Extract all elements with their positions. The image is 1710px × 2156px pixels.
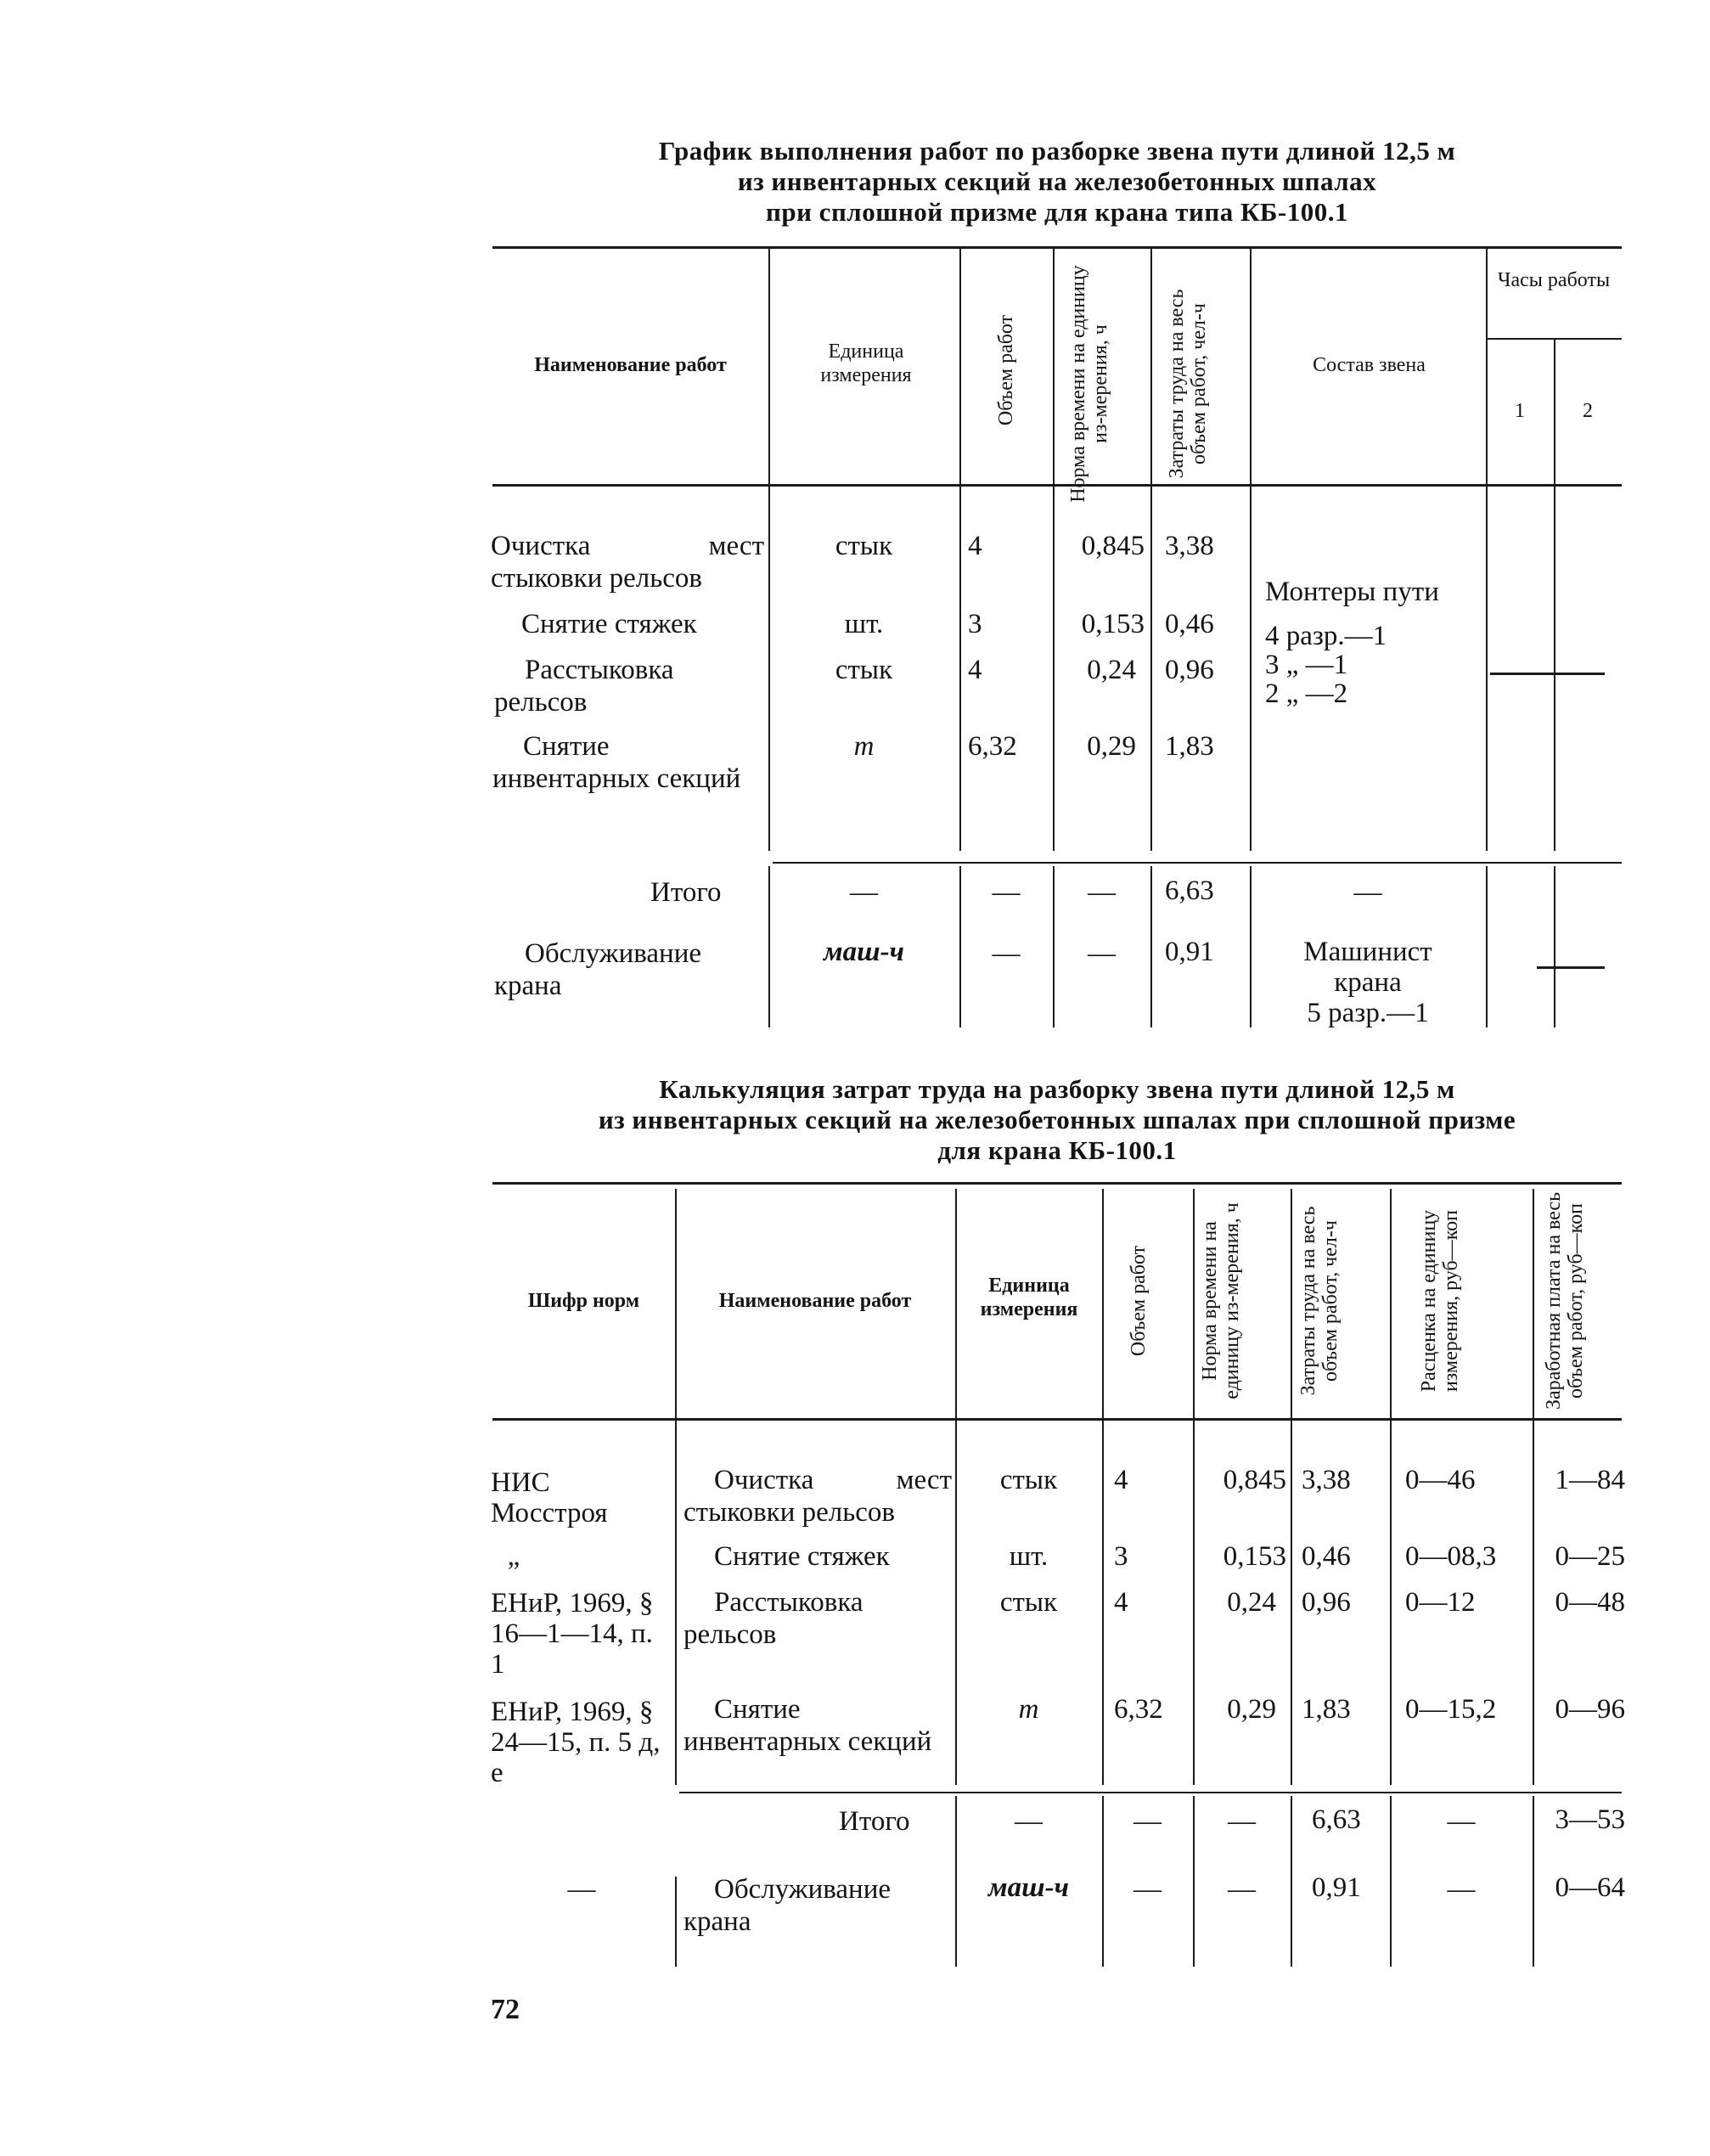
table1-row-labor: 0,96: [1165, 655, 1214, 685]
table2-total-rate: —: [1447, 1806, 1476, 1837]
table2-row-wage: 1—84: [1555, 1465, 1625, 1495]
table1-title-line: из инвентарных секций на железобетонных шпалах: [737, 166, 1377, 196]
table1-header-hours: Часы работы: [1497, 269, 1611, 291]
table1-header-crew: Состав звена: [1313, 354, 1426, 376]
table1-row-norm: 0,845: [1081, 531, 1145, 561]
table1-row-name: Расстыковка рельсов: [494, 655, 674, 718]
table2-crane-norm: —: [1228, 1874, 1256, 1905]
table1-row-name: Снятие стяжек: [521, 609, 697, 639]
table2-row-name: Снятие инвентарных секций: [683, 1694, 932, 1757]
table2-row-labor: 1,83: [1302, 1694, 1351, 1725]
table2-row-wage: 0—48: [1555, 1587, 1625, 1618]
table2-row-volume: 4: [1114, 1465, 1128, 1495]
table1-col-rule: [1486, 866, 1488, 1027]
table1-row-name: Снятие инвентарных секций: [492, 731, 741, 794]
table2-col-rule: [1102, 1189, 1104, 1785]
table2-total-label: Итого: [839, 1806, 910, 1837]
table1-col-rule: [1150, 246, 1152, 851]
table1-title-line: при сплошной призме для крана типа КБ-100.1: [765, 197, 1349, 227]
table1-total-labor: 6,63: [1165, 875, 1214, 906]
table2-row-labor: 0,96: [1302, 1587, 1351, 1618]
table2-row-volume: 6,32: [1114, 1694, 1163, 1725]
table2-header-labor: Затраты труда на весь объем работ, чел-ч: [1297, 1206, 1342, 1396]
table1-crane-hours-bar: [1537, 966, 1605, 969]
table1-row-volume: 4: [968, 531, 982, 561]
table2-total-wage: 3—53: [1555, 1804, 1625, 1835]
table2-header-code: Шифр норм: [527, 1290, 640, 1312]
table1-col-rule: [1554, 866, 1555, 1027]
table2-crane-code: —: [567, 1874, 596, 1905]
table2-row-rate: 0—46: [1405, 1465, 1476, 1495]
table1-col-rule: [959, 246, 961, 851]
table2-row-name: Снятие стяжек: [714, 1541, 890, 1572]
table2-total-volume: —: [1133, 1806, 1162, 1837]
table2-row-code: НИС Мосстроя: [491, 1467, 608, 1528]
table1-row-norm: 0,24: [1087, 655, 1136, 685]
table2-header-wage: Заработная плата на весь объем работ, руб—коп: [1543, 1191, 1587, 1410]
table2-row-rate: 0—15,2: [1405, 1694, 1497, 1725]
table2-total-labor: 6,63: [1312, 1804, 1361, 1835]
table1-row-labor: 3,38: [1165, 531, 1214, 561]
table2-total-rule: [679, 1792, 1622, 1793]
page-number: 72: [491, 1994, 520, 2025]
table1-total-unit: —: [850, 877, 878, 908]
table2-col-rule: [1291, 1796, 1292, 1967]
table1-row-volume: 4: [968, 655, 982, 685]
table2-row-name: Расстыковка рельсов: [683, 1587, 863, 1650]
table1-header-unit: Единица измерения: [820, 341, 912, 386]
table2-row-unit: шт.: [1009, 1541, 1049, 1572]
table2-row-norm: 0,153: [1223, 1541, 1286, 1572]
table1-header-norm: Норма времени на единицу из-мерения, ч: [1067, 265, 1111, 503]
table1-row-norm: 0,153: [1081, 609, 1145, 639]
table2-row-unit: т: [1018, 1694, 1039, 1725]
table2-col-rule: [1533, 1796, 1534, 1967]
table1-crew-line: 3 „ —1: [1265, 650, 1348, 680]
table1-row-volume: 3: [968, 609, 982, 639]
table1-header-labor: Затраты труда на весь объем работ, чел-ч: [1166, 289, 1210, 479]
table2-crane-unit: маш-ч: [988, 1872, 1069, 1903]
table2-row-unit: стык: [999, 1465, 1058, 1495]
table1-crane-norm: —: [1088, 938, 1116, 969]
table1-top-rule: [492, 246, 1622, 249]
table1-col-rule: [1150, 866, 1152, 1027]
table1-crew-title: Монтеры пути: [1265, 577, 1439, 607]
table2-row-volume: 3: [1114, 1541, 1128, 1572]
table2-header-norm: Норма времени на единицу из-мерения, ч: [1199, 1202, 1243, 1399]
table1-total-crew: —: [1353, 877, 1382, 908]
table2-crane-wage: 0—64: [1555, 1872, 1625, 1903]
table1-row-volume: 6,32: [968, 731, 1017, 762]
table1-header-hour-1: 1: [1515, 400, 1525, 422]
table2-row-code: ЕНиР, 1969, § 24—15, п. 5 д, е: [491, 1697, 661, 1788]
table1-total-norm: —: [1088, 877, 1116, 908]
table2-crane-labor: 0,91: [1312, 1872, 1361, 1903]
table2-crane-volume: —: [1133, 1874, 1162, 1905]
table2-title: [475, 1074, 1639, 1166]
table1-row-norm: 0,29: [1087, 731, 1136, 762]
table1-total-volume: —: [992, 877, 1021, 908]
table1-crane-crew: крана: [1334, 967, 1402, 998]
table2-crane-label: Обслуживание крана: [683, 1874, 892, 1937]
table2-header-rate: Расценка на единицу измерения, руб—коп: [1418, 1209, 1462, 1393]
table1-title: [475, 136, 1639, 228]
table1-row-labor: 0,46: [1165, 609, 1214, 639]
table2-row-name: Очистка мест стыковки рельсов: [683, 1465, 952, 1528]
table2-crane-rate: —: [1447, 1874, 1476, 1905]
table2-row-volume: 4: [1114, 1587, 1128, 1618]
table2-col-rule: [1533, 1189, 1534, 1785]
table2-row-norm: 0,24: [1227, 1587, 1276, 1618]
table1-total-label: Итого: [650, 877, 722, 908]
table1-total-rule: [773, 862, 1622, 864]
table2-row-code: „: [507, 1541, 520, 1572]
table2-total-norm: —: [1228, 1806, 1256, 1837]
table1-row-unit: стык: [835, 531, 893, 561]
table2-header-name: Наименование работ: [718, 1290, 912, 1312]
table2-col-rule: [675, 1877, 677, 1967]
table2-row-wage: 0—25: [1555, 1541, 1625, 1572]
table1-col-rule: [1554, 338, 1555, 851]
table2-row-rate: 0—08,3: [1405, 1541, 1497, 1572]
table1-row-unit: т: [853, 731, 875, 762]
table1-row-unit: шт.: [844, 609, 884, 639]
table1-header-rule: [492, 484, 1622, 487]
table2-title-line: для крана КБ-100.1: [937, 1135, 1177, 1165]
table1-crane-labor: 0,91: [1165, 937, 1214, 967]
table2-total-unit: —: [1015, 1806, 1043, 1837]
table1-crew-line: 4 разр.—1: [1265, 621, 1387, 651]
table1-crane-volume: —: [992, 938, 1021, 969]
table1-crane-crew: 5 разр.—1: [1307, 998, 1429, 1028]
table2-header-rule: [492, 1418, 1622, 1421]
table1-row-unit: стык: [835, 655, 893, 685]
table1-header-hour-2: 2: [1583, 400, 1593, 422]
table2-row-rate: 0—12: [1405, 1587, 1476, 1618]
table2-row-labor: 3,38: [1302, 1465, 1351, 1495]
table2-row-labor: 0,46: [1302, 1541, 1351, 1572]
table1-col-rule: [1250, 246, 1252, 851]
table2-header-unit: Единица измерения: [980, 1275, 1078, 1320]
table1-row-labor: 1,83: [1165, 731, 1214, 762]
table1-hours-bar: [1490, 673, 1605, 675]
table2-row-norm: 0,845: [1223, 1465, 1286, 1495]
table2-col-rule: [1291, 1189, 1292, 1785]
table2-row-norm: 0,29: [1227, 1694, 1276, 1725]
table1-header-volume: Объем работ: [995, 314, 1017, 426]
table1-crane-crew: Машинист: [1303, 937, 1432, 967]
table1-title-line: График выполнения работ по разборке звена пути длиной 12,5 м: [658, 136, 1456, 166]
table1-col-rule: [1486, 246, 1488, 851]
table2-col-rule: [675, 1189, 677, 1785]
table2-header-volume: Объем работ: [1128, 1245, 1150, 1357]
table2-row-code: ЕНиР, 1969, § 16—1—14, п. 1: [491, 1588, 654, 1680]
table2-col-rule: [1390, 1189, 1392, 1785]
table1-header-name: Наименование работ: [534, 354, 727, 376]
table2-top-rule: [492, 1182, 1622, 1185]
table1-row-name: Очистка мест стыковки рельсов: [491, 531, 764, 594]
table2-row-wage: 0—96: [1555, 1694, 1625, 1725]
table1-crane-unit: маш-ч: [824, 937, 904, 967]
table1-crew-line: 2 „ —2: [1265, 678, 1348, 709]
table2-title-line: Калькуляция затрат труда на разборку звена пути длиной 12,5 м: [659, 1074, 1455, 1104]
table1-crane-label: Обслуживание крана: [494, 938, 702, 1001]
table2-title-line: из инвентарных секций на железобетонных шпалах при сплошной призме: [598, 1105, 1516, 1134]
table2-row-unit: стык: [999, 1587, 1058, 1618]
